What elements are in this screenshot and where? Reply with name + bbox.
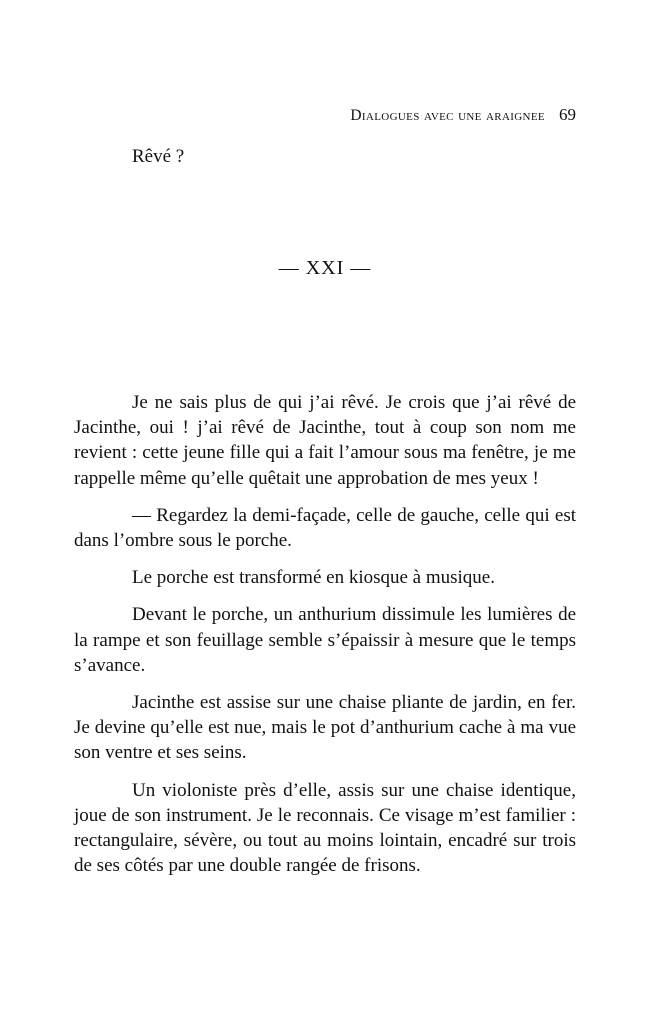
carryover-line: Rêvé ? <box>132 146 185 167</box>
paragraph: Je ne sais plus de qui j’ai rêvé. Je crois que j’ai rêvé de Jacinthe, oui ! j’ai rêvé de Jacinthe, tout à coup son nom me revient : cette jeune fille qui a fait l’amour sous ma fenêtre, je me rappelle même qu’elle quêtait une approbation de mes yeux ! <box>74 392 576 489</box>
running-header-title: Dialogues avec une araignee <box>350 107 545 124</box>
section-divider: — XXI — <box>278 257 372 279</box>
paragraph: Devant le porche, un anthurium dissimule les lumières de la rampe et son feuillage semble s’épaissir à mesure que le temps s’avance. <box>74 604 576 676</box>
paragraph: Jacinthe est assise sur une chaise pliante de jardin, en fer. Je devine qu’elle est nue, mais le pot d’anthurium cache à ma vue son ventre et ses seins. <box>74 692 576 764</box>
body-text <box>74 390 576 878</box>
page-number: 69 <box>559 105 576 124</box>
paragraph: Un violoniste près d’elle, assis sur une chaise identique, joue de son instrument. Je le reconnais. Ce visage m’est familier : rectangulaire, sévère, ou tout au moins lointain, encadré sur trois de ses côtés par une double rangée de frisons. <box>74 779 576 877</box>
running-header <box>74 105 576 126</box>
paragraph: — Regardez la demi-façade, celle de gauche, celle qui est dans l’ombre sous le porche. <box>74 504 576 552</box>
paragraph: Le porche est transformé en kiosque à musique. <box>132 567 495 589</box>
